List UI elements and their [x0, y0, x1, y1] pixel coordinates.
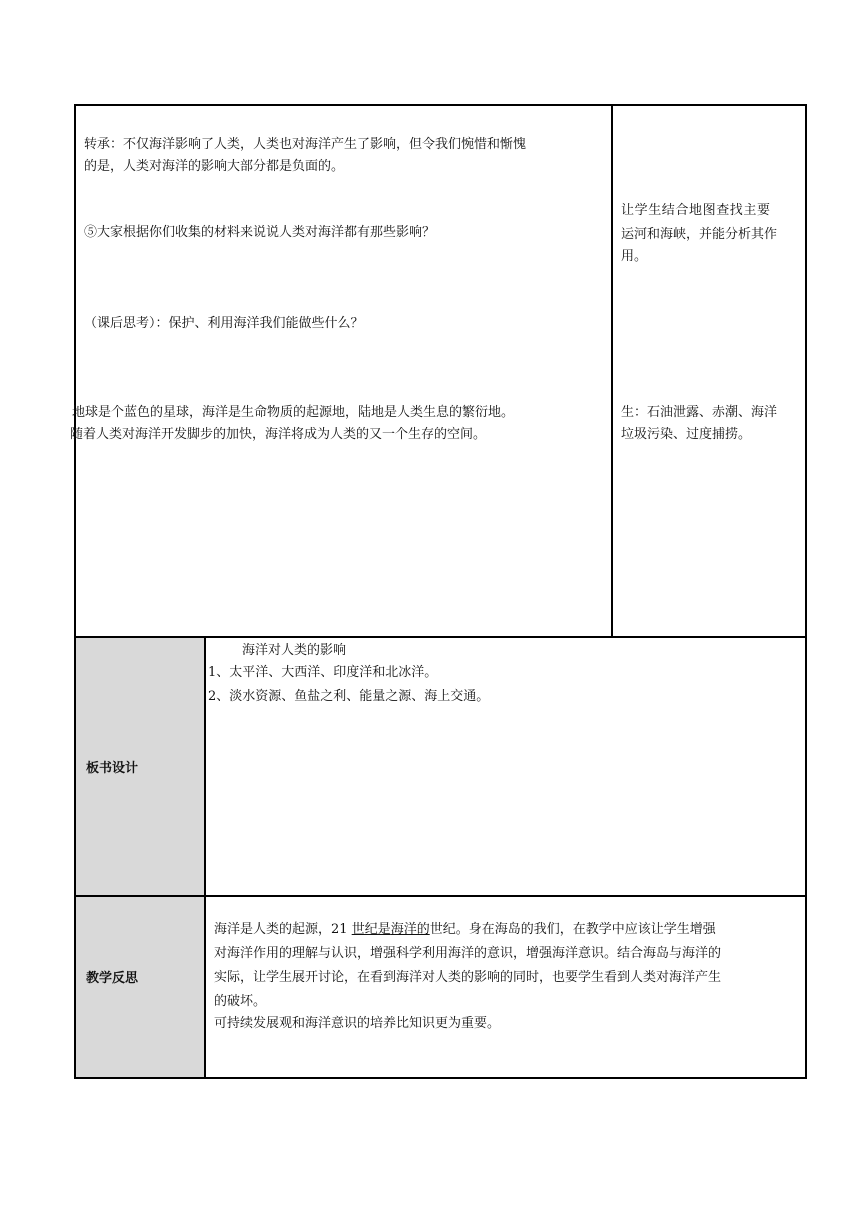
reflection-content-cell — [206, 897, 805, 1077]
reflection-text-cont: 世纪。身在海岛的我们，在教学中应该让学生增强 — [429, 922, 716, 937]
board-content-cell — [206, 638, 805, 895]
paragraph-transition-2: 的是，人类对海洋的影响大部分都是负面的。 — [84, 159, 345, 174]
paragraph-earth-2: 随着人类对海洋开发脚步的加快，海洋将成为人类的又一个生存的空间。 — [70, 427, 487, 442]
note-map-3: 用。 — [621, 249, 648, 264]
paragraph-after-class: （课后思考）：保护、利用海洋我们能做些什么？ — [84, 316, 364, 331]
paragraph-question: ⑤大家根据你们收集的材料来说说人类对海洋都有那些影响？ — [84, 225, 436, 240]
reflection-line-2: 对海洋作用的理解与认识，增强科学利用海洋的意识，增强海洋意识。结合海岛与海洋的 — [214, 946, 722, 961]
reflection-label-cell — [76, 897, 204, 1077]
note-student-2: 垃圾污染、过度捕捞。 — [621, 427, 752, 442]
note-student-1: 生：石油泄露、赤潮、海洋 — [621, 405, 778, 420]
paragraph-earth-1: 地球是个蓝色的星球，海洋是生命物质的起源地，陆地是人类生息的繁衍地。 — [72, 405, 515, 420]
board-title: 海洋对人类的影响 — [242, 643, 347, 658]
board-label-cell — [76, 638, 204, 895]
top-left-cell — [70, 106, 611, 636]
board-label: 板书设计 — [86, 761, 139, 776]
board-item-2: 2、淡水资源、鱼盐之利、能量之源、海上交通。 — [208, 689, 490, 704]
note-map-2: 运河和海峡，并能分析其作 — [621, 227, 778, 242]
reflection-underline-1: 世纪是 — [351, 922, 391, 937]
lesson-table — [70, 104, 807, 1079]
reflection-text: 海洋是人类的起源，21 — [214, 922, 352, 937]
reflection-line-3: 实际，让学生展开讨论，在看到海洋对人类的影响的同时，也要学生看到人类对海洋产生 — [214, 970, 722, 985]
board-item-1: 1、太平洋、大西洋、印度洋和北冰洋。 — [208, 665, 438, 680]
reflection-line-4: 的破坏。 — [214, 994, 267, 1009]
reflection-underline-2: 海洋的 — [390, 922, 430, 937]
reflection-line-1 — [214, 919, 716, 941]
note-map-1: 让学生结合地图查找主要 — [621, 203, 771, 218]
reflection-label: 教学反思 — [86, 971, 139, 986]
top-right-cell — [613, 106, 805, 636]
paragraph-transition-1: 转承：不仅海洋影响了人类，人类也对海洋产生了影响，但令我们惋惜和惭愧 — [84, 137, 527, 152]
reflection-line-5: 可持续发展观和海洋意识的培养比知识更为重要。 — [214, 1016, 501, 1031]
